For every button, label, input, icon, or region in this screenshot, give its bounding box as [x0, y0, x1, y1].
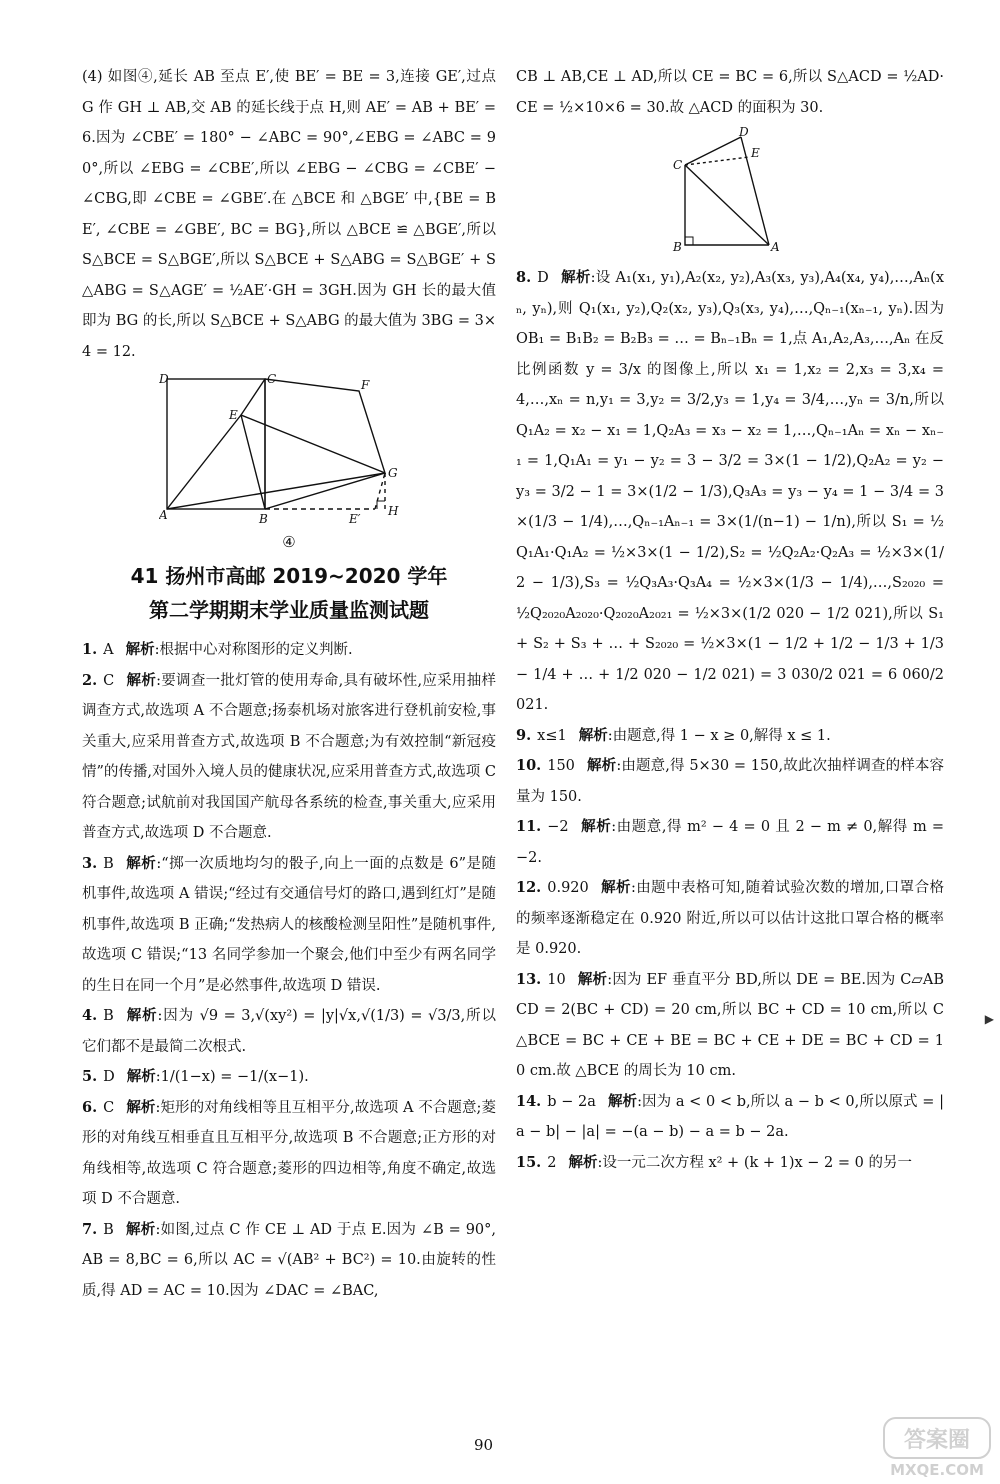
section-title-line2: 第二学期期末学业质量监测试题 [149, 598, 429, 622]
left-answer-list [82, 635, 496, 1306]
solution-part4: (4) 如图④,延长 AB 至点 E′,使 BE′ = BE = 3,连接 GE′,过点 G 作 GH ⊥ AB,交 AB 的延长线于点 H,则 AE′ = AB + BE′ = 6.因为 ∠CBE′ = 180° − ∠ABC = 90°,∠EBG = ∠ABC = 90°,所以 ∠EBG = ∠CBE′,所以 ∠EBG − ∠CBG = ∠CBE′ − ∠CBG,即 ∠CBE = ∠GBE′.在 △BCE 和 △BGE′ 中,{BE = BE′, ∠CBE = ∠GBE′, BC = BG},所以 △BCE ≌ △BGE′,所以 S△BCE = S△BGE′,所以 S△BCE + S△ABG = S△BGE′ + S△ABG = S△AGE′ = ½AE′·GH = 3GH.因为 GH 长的最大值即为 BG 的长,所以 S△BCE + S△ABG 的最大值为 3BG = 3×4 = 12. [82, 69, 496, 360]
q7-label-A: A [771, 240, 780, 254]
margin-arrow-icon: ▶ [984, 1012, 994, 1026]
answer-item: 4. B 解析:因为 √9 = 3,√(xy²) = |y|√x,√(1/3) = √3/3,所以它们都不是最简二次根式. [82, 1007, 496, 1055]
label-B: B [259, 512, 268, 526]
watermark-url: MXQE.COM [890, 1461, 984, 1479]
right-answer-list [516, 263, 944, 1178]
watermark-text: 答案圈 [903, 1428, 971, 1453]
q7-label-C: C [673, 158, 683, 172]
answer-item: 12. 0.920 解析:由题中表格可知,随着试验次数的增加,口罩合格的频率逐渐稳定在 0.920 附近,所以可以估计这批口罩合格的概率是 0.920. [516, 879, 944, 957]
label-C: C [267, 373, 277, 386]
answer-item: 15. 2 解析:设一元二次方程 x² + (k + 1)x − 2 = 0 的另一 [516, 1153, 912, 1171]
answer-item: 8. D 解析:设 A₁(x₁, y₁),A₂(x₂, y₂),A₃(x₃, y₃),A₄(x₄, y₄),…,Aₙ(xₙ, yₙ),则 Q₁(x₁, y₂),Q₂(x₂, y₃),Q₃(x₃, y₄),…,Qₙ₋₁(xₙ₋₁, yₙ).因为 OB₁ = B₁B₂ = B₂B₃ = … = Bₙ₋₁Bₙ = 1,点 A₁,A₂,A₃,…,Aₙ 在反比例函数 y = 3/x 的图像上,所以 x₁ = 1,x₂ = 2,x₃ = 3,x₄ = 4,…,xₙ = n,y₁ = 3,y₂ = 3/2,y₃ = 1,y₄ = 3/4,…,yₙ = 3/n,所以 Q₁A₂ = x₂ − x₁ = 1,Q₂A₃ = x₃ − x₂ = 1,…,Qₙ₋₁Aₙ = xₙ − xₙ₋₁ = 1,Q₁A₁ = y₁ − y₂ = 3 − 3/2 = 3×(1 − 1/2),Q₂A₂ = y₂ − y₃ = 3/2 − 1 = 3×(1/2 − 1/3),Q₃A₃ = y₃ − y₄ = 1 − 3/4 = 3×(1/3 − 1/4),…,Qₙ₋₁Aₙ₋₁ = 3×(1/(n−1) − 1/n),所以 S₁ = ½Q₁A₁·Q₁A₂ = ½×3×(1 − 1/2),S₂ = ½Q₂A₂·Q₂A₃ = ½×3×(1/2 − 1/3),S₃ = ½Q₃A₃·Q₃A₄ = ½×3×(1/3 − 1/4),…,S₂₀₂₀ = ½Q₂₀₂₀A₂₀₂₀·Q₂₀₂₀A₂₀₂₁ = ½×3×(1/2 020 − 1/2 021),所以 S₁ + S₂ + S₃ + … + S₂₀₂₀ = ½×3×(1 − 1/2 + 1/2 − 1/3 + 1/3 − 1/4 + … + 1/2 020 − 1/2 021) = 3 030/2 021 = 6 060/2 021. [516, 269, 944, 713]
q7-label-E: E [751, 146, 760, 160]
answer-item: 5. D 解析:1/(1−x) = −1/(x−1). [82, 1068, 309, 1085]
label-F: F [361, 378, 370, 392]
answer-item: 11. −2 解析:由题意,得 m² − 4 = 0 且 2 − m ≠ 0,解得 m = −2. [516, 818, 945, 866]
left-column [82, 62, 496, 1306]
figure-q7 [665, 127, 795, 257]
label-E-prime: E′ [349, 512, 361, 526]
section-title-line1: 41 扬州市高邮 2019~2020 学年 [130, 564, 448, 588]
answer-item: 7. B 解析:如图,过点 C 作 CE ⊥ AD 于点 E.因为 ∠B = 90°,AB = 8,BC = 6,所以 AC = √(AB² + BC²) = 10.由旋转的性质,得 AD = AC = 10.因为 ∠DAC = ∠BAC, [82, 1220, 497, 1299]
q7-label-D: D [739, 127, 749, 139]
label-D: D [159, 373, 169, 386]
label-A: A [159, 508, 168, 522]
answer-item: 10. 150 解析:由题意,得 5×30 = 150,故此次抽样调查的样本容量为 150. [516, 757, 944, 805]
answer-item: 9. x≤1 解析:由题意,得 1 − x ≥ 0,解得 x ≤ 1. [516, 726, 831, 744]
answer-item: 1. A 解析:根据中心对称图形的定义判断. [82, 641, 353, 658]
answer-item: 6. C 解析:矩形的对角线相等且互相平分,故选项 A 不合题意;菱形的对角线互相垂直且互相平分,故选项 B 不合题意;正方形的对角线相等,故选项 C 符合题意;菱形的四边相等,角度不确定,故选项 D 不合题意. [82, 1098, 496, 1207]
q7-label-B: B [673, 240, 682, 254]
page-number: 90 [474, 1436, 494, 1454]
answer-item: 3. B 解析:“掷一次质地均匀的骰子,向上一面的点数是 6”是随机事件,故选项 A 错误;“经过有交通信号灯的路口,遇到红灯”是随机事件,故选项 B 正确;“发热病人的核酸检测呈阳性”是随机事件,故选项 C 错误;“13 名同学参加一个聚会,他们中至少有两名同学的生日在同一个月”是必然事件,故选项 D 错误. [82, 854, 497, 994]
answer-item: 14. b − 2a 解析:因为 a < 0 < b,所以 a − b < 0,所以原式 = |a − b| − |a| = −(a − b) − a = b − 2a. [516, 1092, 944, 1140]
answer-item: 2. C 解析:要调查一批灯管的使用寿命,具有破坏性,应采用抽样调查方式,故选项 A 不合题意;扬泰机场对旅客进行登机前安检,事关重大,应采用普查方式,故选项 B 不合题意;为有效控制“新冠疫情”的传播,对国外入境人员的健康状况,应采用普查方式,故选项 C 符合题意;试航前对我国国产航母各系统的检查,事关重大,应采用普查方式,故选项 D 不合题意. [82, 671, 497, 841]
label-G: G [388, 466, 398, 480]
watermark-logo [878, 1414, 996, 1480]
figure-4 [159, 373, 419, 533]
answer-item: 13. 10 解析:因为 EF 垂直平分 BD,所以 DE = BE.因为 C▱ABCD = 2(BC + CD) = 20 cm,所以 BC + CD = 10 cm,所以 C△BCE = BC + CE + BE = BC + CE + DE = BC + CD = 10 cm.故 △BCE 的周长为 10 cm. [516, 970, 945, 1079]
right-column [516, 62, 944, 1178]
label-E: E [229, 408, 238, 422]
label-H: H [388, 504, 399, 518]
solution-q7-continued: CB ⊥ AB,CE ⊥ AD,所以 CE = BC = 6,所以 S△ACD = ½AD·CE = ½×10×6 = 30.故 △ACD 的面积为 30. [516, 69, 944, 116]
figure-4-caption: ④ [282, 533, 296, 551]
